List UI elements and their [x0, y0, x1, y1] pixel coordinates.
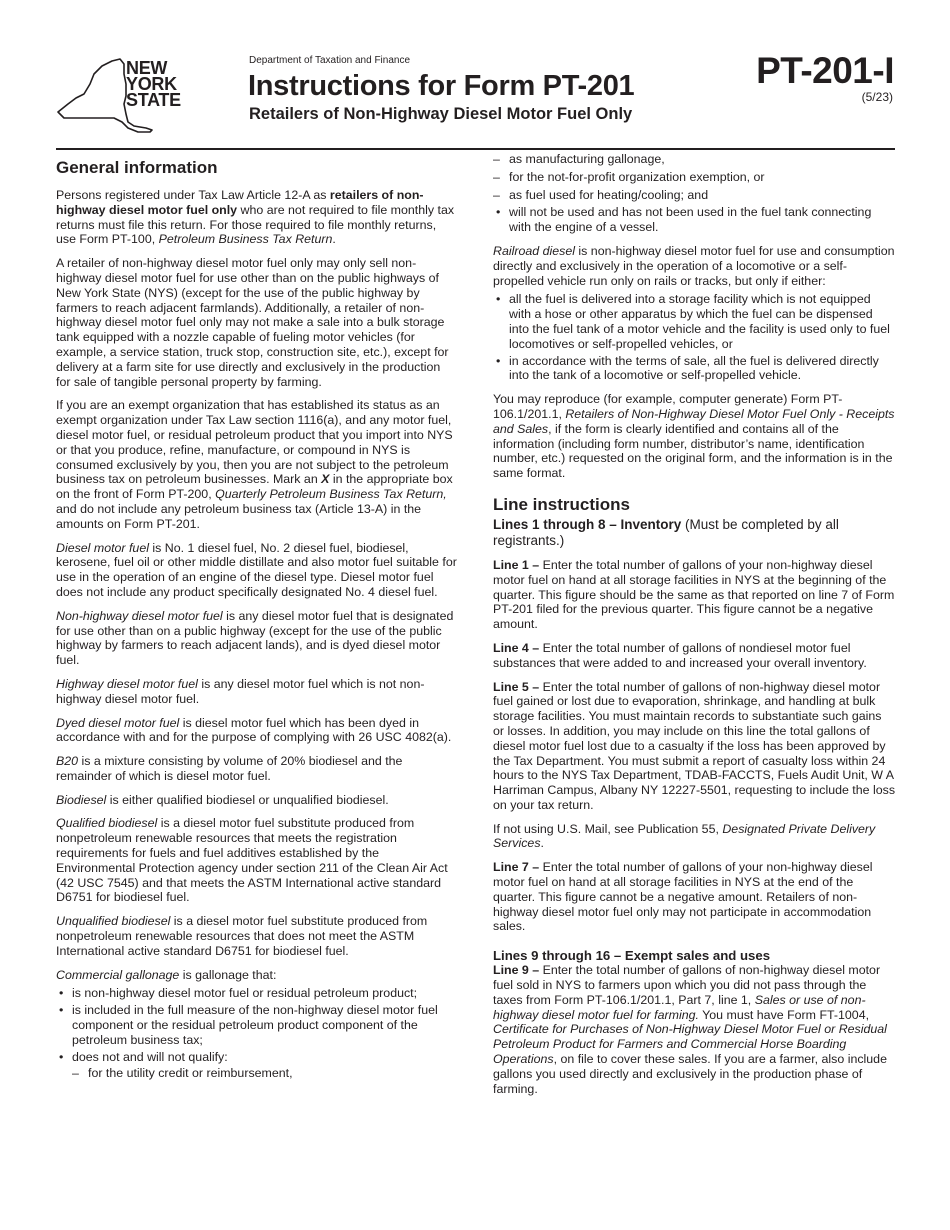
left-column [56, 152, 458, 1084]
railroad-list [493, 292, 895, 383]
def-unqualified-biodiesel: Unqualified biodiesel is a diesel motor fuel substitute produced from nonpetroleum renewable resources that does not meet the ASTM International active standard D6751 for biodiesel fuel. [56, 914, 428, 958]
form-number: PT-201-I [756, 50, 894, 91]
list-item: • will not be used and has not been used in the fuel tank connecting with the engine of a vessel. [493, 205, 895, 235]
general-info-heading: General information [56, 158, 218, 177]
def-biodiesel: Biodiesel is either qualified biodiesel or unqualified biodiesel. [56, 792, 389, 807]
def-commercial-gallonage: Commercial gallonage is gallonage that: [56, 967, 277, 982]
form-date: (5/23) [861, 90, 893, 104]
department-name: Department of Taxation and Finance [249, 55, 411, 66]
qualify-list-part2 [477, 152, 895, 202]
def-qualified-biodiesel: Qualified biodiesel is a diesel motor fuel substitute produced from nonpetroleum renewable resources that meets the registration requirements for fuels and fuel additives established by the Environmental Protection agency under section 211 of the Clean Air Act (42 USC 7545) and that meets the ASTM International active standard D6751 for biodiesel fuel. [56, 816, 448, 905]
qualify-list-part1 [56, 1066, 458, 1081]
general-p2: A retailer of non-highway diesel motor fuel only may only sell non-highway diesel motor fuel for use other than on the public highways of New York State (NYS) (except for the use of the public highway by farmers to reach adjacent farmlands). Additionally, a retailer of non-highway diesel motor fuel only may not make a sale into a bulk storage tank equipped with a nozzle capable of fueling motor vehicles (for example, a service station, truck stop, construction site, etc.), except for delivery at a farm site for use directly and exclusively in the production for sale of tangible personal property by farming. [56, 256, 449, 389]
line-instructions-heading: Line instructions [493, 494, 630, 514]
list-item: – for the utility credit or reimbursement, [56, 1066, 458, 1081]
line-9-instruction: Line 9 – Enter the total number of gallons of non-highway diesel motor fuel sold in NYS to farmers upon which you did not pass through the taxes from Form PT-106.1/201.1, Part 7, line 1, Sales or use of non-highway diesel motor fuel for farming. You must have Form FT-1004, Certificate for Purchases of Non-Highway Diesel Motor Fuel or Residual Petroleum Product for Farmers and Commercial Horse Boarding Operations, on file to cover these sales. If you are a farmer, also include gallons you used directly and exclusively in the production phase of farming. [493, 963, 887, 1096]
nys-logo-wordmark: NEW YORK STATE [126, 58, 181, 110]
line-5-instruction: Line 5 – Enter the total number of gallons of non-highway diesel motor fuel gained or lost due to evaporation, shrinkage, and handling at bulk storage facilities. You must maintain records to substantiate such gains or losses. In addition, you may include on this line the total gallons of diesel motor fuel lost due to a casualty if the loss has been approved by the Tax Department. You must submit a report of casualty loss within 24 hours to the NYS Tax Department, TDAB-FACCTS, Fuels Audit Unit, W A Harriman Campus, Albany NY 12227-5501, requesting to include the loss on your tax return. [493, 679, 896, 812]
list-item: • does not and will not qualify: [56, 1050, 458, 1065]
list-item: • all the fuel is delivered into a storage facility which is not equipped with a hose or other apparatus by which the fuel can be dispensed into the fuel tank of a motor vehicle and the facility is used only to fuel locomotives or self-propelled vehicles, or [493, 292, 895, 351]
right-column [493, 152, 895, 1105]
line-7-instruction: Line 7 – Enter the total number of gallons of your non-highway diesel motor fuel on hand at all storage facilities in NYS at the end of the quarter. This figure cannot be a negative amount. Retailers of non-highway diesel motor fuel only may not participate in accommodation sales. [493, 860, 873, 934]
list-item: – for the not-for-profit organization exemption, or [477, 170, 895, 185]
list-item: – as manufacturing gallonage, [477, 152, 895, 167]
def-highway: Highway diesel motor fuel is any diesel motor fuel which is not non-highway diesel motor fuel. [56, 676, 425, 706]
list-item: – as fuel used for heating/cooling; and [477, 188, 895, 203]
def-dyed: Dyed diesel motor fuel is diesel motor fuel which has been dyed in accordance with and for the purpose of complying with 26 USC 4082(a). [56, 715, 452, 745]
page-subtitle: Retailers of Non-Highway Diesel Motor Fuel Only [249, 105, 633, 123]
list-item: • is included in the full measure of the non-highway diesel motor fuel component or the residual petroleum product component of the petroleum business tax; [56, 1003, 458, 1047]
mail-note: If not using U.S. Mail, see Publication 55, Designated Private Delivery Services. [493, 821, 876, 851]
reproduce-note: You may reproduce (for example, computer generate) Form PT-106.1/201.1, Retailers of Non-Highway Diesel Motor Fuel Only - Receipts and Sales, if the form is clearly identified and contains all of the information (including form number, distributor’s name, identification number, etc.) requested on the original form, and the information is in the same format. [493, 392, 895, 481]
line-4-instruction: Line 4 – Enter the total number of gallons of nondiesel motor fuel substances that were added to and increased your overall inventory. [493, 640, 867, 670]
def-b20: B20 is a mixture consisting by volume of 20% biodiesel and the remainder of which is diesel motor fuel. [56, 754, 403, 783]
commercial-gallonage-list-end [493, 205, 895, 235]
exempt-sales-heading: Lines 9 through 16 – Exempt sales and uses [493, 948, 771, 964]
header-rule [56, 148, 895, 150]
general-p3: If you are an exempt organization that has established its status as an exempt organization under Tax Law section 1116(a), and any motor fuel, diesel motor fuel, or residual petroleum product that you import into NYS or that you produce, refine, manufacture, or compound in NYS is consumed exclusively by you, then you are not subject to the petroleum business tax on petroleum businesses. Mark an X in the appropriate box on the front of Form PT-200, Quarterly Petroleum Business Tax Return, and do not include any petroleum business tax (Article 13-A) in the amounts on Form PT-201. [56, 398, 453, 531]
inventory-heading: Lines 1 through 8 – Inventory (Must be completed by all registrants.) [493, 516, 839, 548]
line-1-instruction: Line 1 – Enter the total number of gallons of your non-highway diesel motor fuel on hand at all storage facilities in NYS at the beginning of the quarter. This figure should be the same as that reported on line 7 of Form PT-201 filed for the previous quarter. This figure cannot be a negative amount. [493, 557, 895, 632]
def-nonhighway: Non-highway diesel motor fuel is any diesel motor fuel that is designated for use other than on a public highway (except for the use of the public highway by farmers to reach adjacent lands), and is dyed diesel motor fuel. [56, 608, 454, 668]
list-item: • in accordance with the terms of sale, all the fuel is delivered directly into the tank of a locomotive or self-propelled vehicle. [493, 354, 895, 384]
list-item: • is non-highway diesel motor fuel or residual petroleum product; [56, 986, 458, 1001]
def-railroad-diesel: Railroad diesel is non-highway diesel motor fuel for use and consumption directly and exclusively in the operation of a locomotive or a self-propelled vehicle run only on rails or tracks, but only if either: [493, 243, 895, 288]
page-title: Instructions for Form PT-201 [248, 70, 635, 102]
def-diesel: Diesel motor fuel is No. 1 diesel fuel, No. 2 diesel fuel, biodiesel, kerosene, fuel oil or other middle distillate and also motor fuel suitable for use in the operation of an engine of the diesel type. Diesel motor fuel does not include any product specifically designated No. 4 diesel fuel. [56, 540, 457, 599]
general-p1: Persons registered under Tax Law Article 12-A as retailers of non-highway diesel motor fuel only who are not required to file monthly tax returns must file this return. For those required to file monthly returns, use Form PT-100, Petroleum Business Tax Return. [56, 188, 455, 247]
commercial-gallonage-list [56, 986, 458, 1064]
